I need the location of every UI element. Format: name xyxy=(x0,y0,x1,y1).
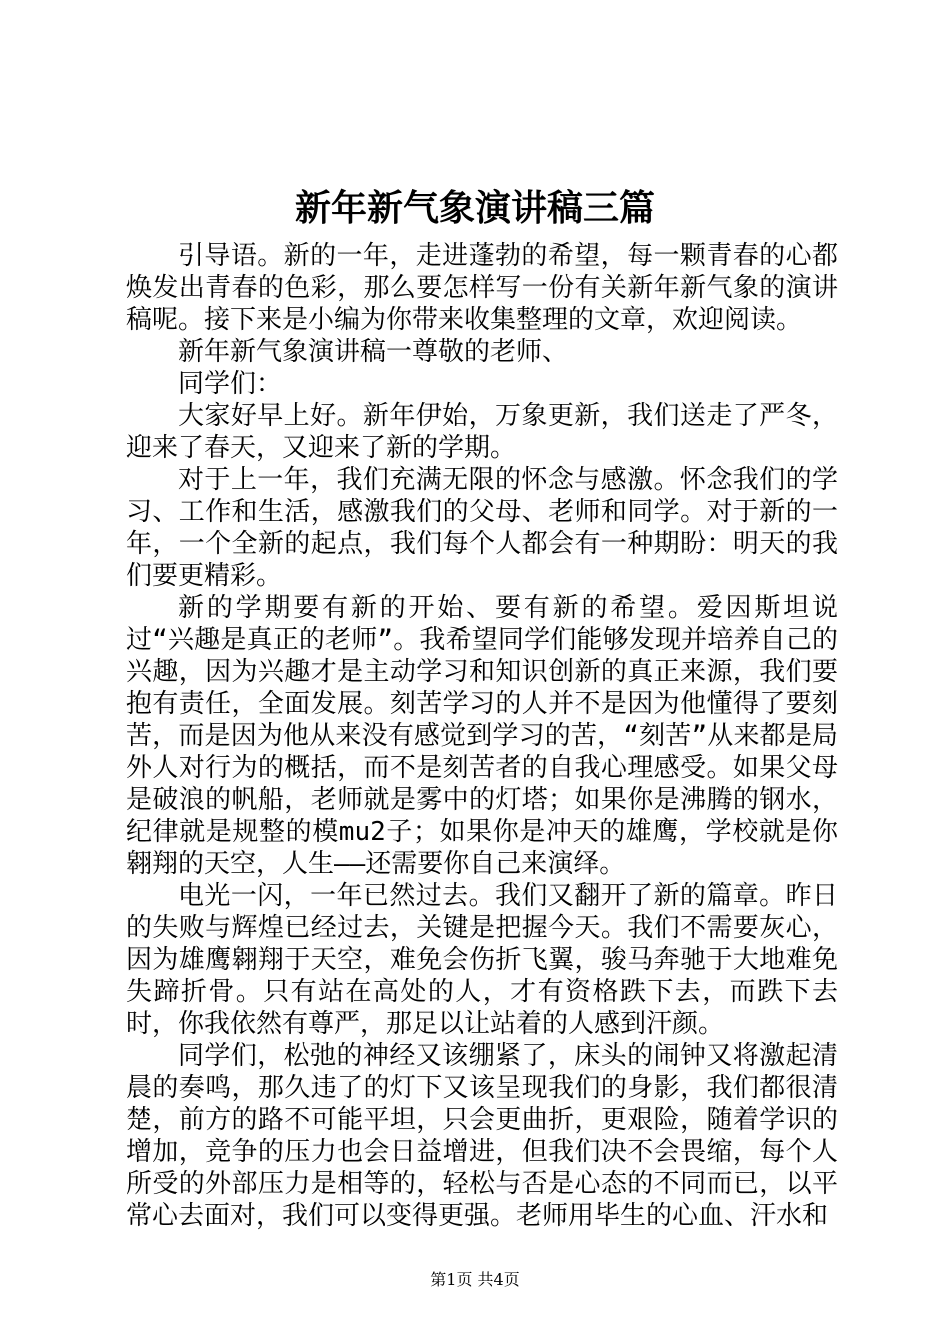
paragraph-salutation: 同学们： xyxy=(178,369,283,399)
paragraph-past-year: 电光一闪，一年已然过去。我们又翻开了新的篇章。昨日的失败与辉煌已经过去，关键是把握今天。我们不需要灰心，因为雄鹰翱翔于天空，难免会伤折飞翼，骏马奔驰于大地难免失蹄折骨。只有站在高处的人，才有资格跌下去，而跌下去时，你我依然有尊严，那足以让站着的人感到汗颜。 xyxy=(126,881,838,1039)
paragraph-new-semester: 新的学期要有新的开始、要有新的希望。爱因斯坦说过“兴趣是真正的老师”。我希望同学们能够发现并培养自己的兴趣，因为兴趣才是主动学习和知识创新的真正来源，我们要抱有责任，全面发展。刻苦学习的人并不是因为他懂得了要刻苦，而是因为他从来没有感觉到学习的苦，“刻苦”从来都是局外人对行为的概括，而不是刻苦者的自我心理感受。如果父母是破浪的帆船，老师就是雾中的灯塔；如果你是沸腾的钢水，纪律就是规整的模mu2子；如果你是冲天的雄鹰，学校就是你翱翔的天空，人生——还需要你自己来演绎。 xyxy=(126,593,838,879)
paragraph-classmates: 同学们，松弛的神经又该绷紧了，床头的闹钟又将激起清晨的奏鸣，那久违了的灯下又该呈现我们的身影，我们都很清楚，前方的路不可能平坦，只会更曲折，更艰险，随着学识的增加，竞争的压力也会日益增进，但我们决不会畏缩，每个人所受的外部压力是相等的，轻松与否是心态的不同而已，以平常心去面对，我们可以变得更强。老师用毕生的心血、汗水和 xyxy=(126,1041,838,1231)
document-title: 新年新气象演讲稿三篇 xyxy=(294,187,655,229)
page-footer: 第1页 共4页 xyxy=(430,1270,520,1289)
paragraph-speech-heading: 新年新气象演讲稿一尊敬的老师、 xyxy=(178,337,569,367)
paragraph-greeting: 大家好早上好。新年伊始，万象更新，我们送走了严冬，迎来了春天，又迎来了新的学期。 xyxy=(126,401,838,463)
paragraph-gratitude: 对于上一年，我们充满无限的怀念与感激。怀念我们的学习、工作和生活，感激我们的父母、老师和同学。对于新的一年，一个全新的起点，我们每个人都会有一种期盼：明天的我们要更精彩。 xyxy=(126,465,838,591)
document-body xyxy=(126,240,838,1232)
paragraph-intro: 引导语。新的一年，走进蓬勃的希望，每一颗青春的心都焕发出青春的色彩，那么要怎样写一份有关新年新气象的演讲稿呢。接下来是小编为你带来收集整理的文章，欢迎阅读。 xyxy=(126,241,838,335)
